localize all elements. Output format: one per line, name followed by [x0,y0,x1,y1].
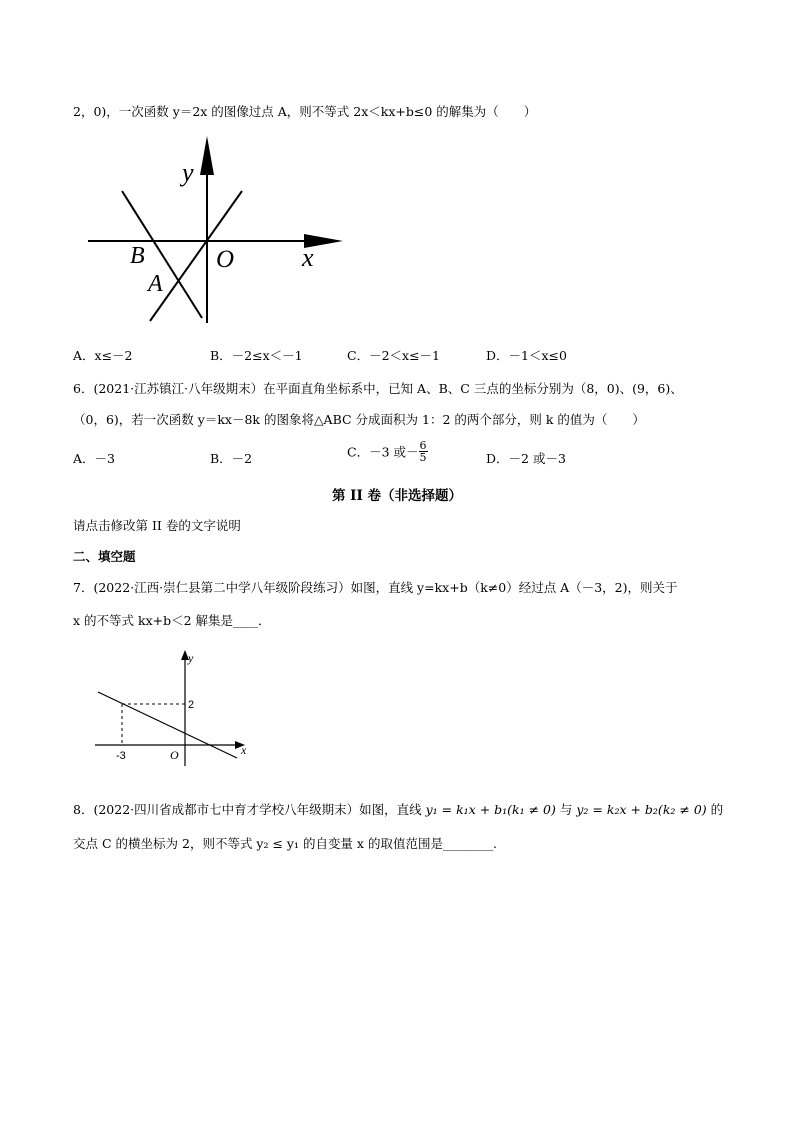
section-title: 第 II 卷（非选择题） [331,488,463,504]
q5-stem: 2，0)，一次函数 y＝2x 的图像过点 A，则不等式 2x＜kx+b≤0 的解集为（ ） [73,104,537,119]
q5-option-d[interactable]: D．－1＜x≤0 [486,348,567,363]
q5-y-label: y [182,158,194,187]
q5-x-label: x [302,243,314,272]
q7-line [98,692,237,758]
q6-stem-line1: 6．(2021·江苏镇江·八年级期末）在平面直角坐标系中，已知 A、B、C 三点的坐标分别为（8，0)、(9，6)、 [73,381,683,396]
q8-line2-expression: y₂ = k₂x + b₂(k₂ ≠ 0) [576,802,707,817]
q6-option-d[interactable]: D．－2 或－3 [486,451,566,466]
q5-point-a-label: A [148,271,163,297]
q6-option-b[interactable]: B．－2 [210,451,253,466]
q7-stem-line2: x 的不等式 kx+b＜2 解集是____． [73,613,271,628]
q7-origin-label: O [170,748,179,762]
q7-stem-line1: 7．(2022·江西·崇仁县第二中学八年级阶段练习）如图，直线 y=kx+b（k≠0）经过点 A（－3，2)，则关于 [73,580,678,595]
q5-point-b-label: B [130,243,145,269]
q8-stem-prefix: 8．(2022·四川省成都市七中育才学校八年级期末）如图，直线 [73,802,422,817]
q7-graph [95,648,255,766]
q7-x-label: x [241,743,247,757]
q5-y-arrow [200,136,214,175]
q6-option-c-denominator: 5 [419,451,427,464]
q8-stem-line1 [73,800,723,818]
q7-tick-x: -3 [116,750,126,762]
q6-stem-line2: （0，6)，若一次函数 y＝kx－8k 的图象将△ABC 分成面积为 1：2 的两个部分，则 k 的值为（ ） [73,412,645,427]
q5-option-c[interactable]: C．－2＜x≤－1 [347,348,440,363]
q6-option-c-numerator: 6 [419,439,427,452]
section-note[interactable]: 请点击修改第 II 卷的文字说明 [73,518,241,533]
q5-graph [88,133,348,333]
q6-option-c-text: C．－3 或－ [347,444,419,460]
q5-option-a[interactable]: A．x≤－2 [73,348,133,363]
q7-tick-y: 2 [188,699,195,711]
q8-connector: 与 [559,802,573,817]
part-heading: 二、填空题 [73,549,136,564]
q7-y-label: y [188,651,194,665]
q5-option-b[interactable]: B．－2≤x＜－1 [210,348,303,363]
q6-option-c-fraction [419,440,428,463]
q8-suffix: 的 [710,802,724,817]
q6-option-c[interactable] [347,440,428,463]
q6-option-a[interactable]: A．－3 [73,451,115,466]
q8-line1-expression: y₁ = k₁x + b₁(k₁ ≠ 0) [425,802,556,817]
q8-stem-line2: 交点 C 的横坐标为 2，则不等式 y₂ ≤ y₁ 的自变量 x 的取值范围是________. [73,836,497,851]
q5-origin-label: O [216,246,235,273]
